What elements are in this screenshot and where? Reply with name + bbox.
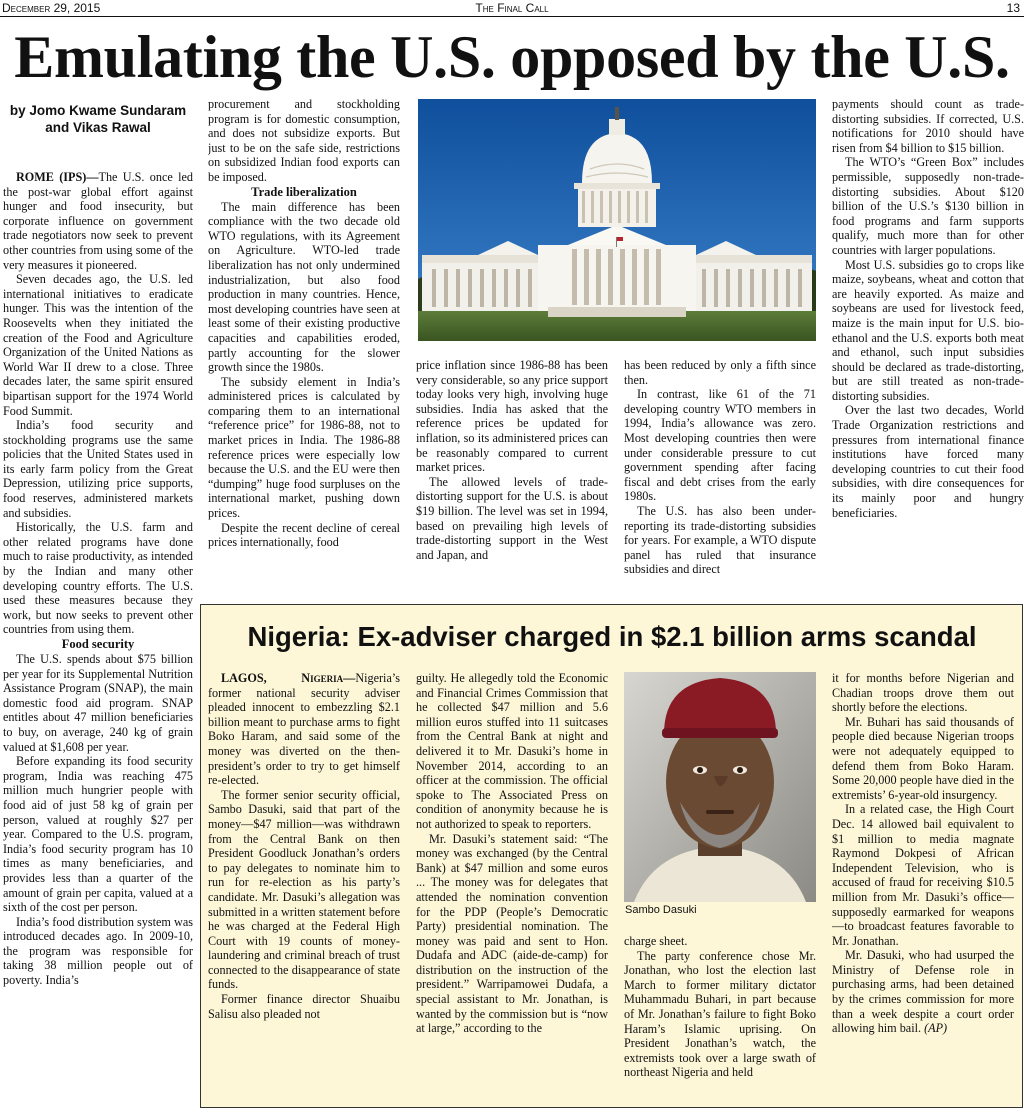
issue-date: December 29, 2015 (2, 1, 101, 15)
paragraph: Former finance director Shuaibu Salisu also pleaded not (208, 992, 400, 1021)
article-column-1 (3, 170, 193, 1108)
paragraph: guilty. He allegedly told the Economic and Financial Crimes Commission that he collected $47 million and 5.6 million euros stuffed into 11 suitcases from the Central Bank at night and delivered it to Mr. Dasuki’s home in November 2014, according to an officer at the commission. The official spoke to The Associated Press on condition of anonymity because he is not authorized to speak to reporters. (416, 671, 608, 831)
paragraph: Over the last two decades, World Trade Organization restrictions and pressures from international finance institutions have forced many developing countries to cut their food subsidies, with dire consequences for its mainly poor and hungry beneficiaries. (832, 403, 1024, 520)
byline: by Jomo Kwame Sundaram and Vikas Rawal (9, 103, 187, 135)
article-column-5 (832, 97, 1024, 591)
paragraph: In a related case, the High Court Dec. 14 allowed bail equivalent to $1 million to media magnate Raymond Dokpesi of African Independent Television, who is accused of fraud for receiving $10.5 million from Mr. Dasuki’s office—supposedly earmarked for weapons—to broadcast features favorable to Mr. Jonathan. (832, 802, 1014, 948)
paragraph: Mr. Dasuki, who had usurped the Ministry of Defense role in purchasing arms, had been detained by the crimes commission for more than a week despite a court order allowing him bail. (AP) (832, 948, 1014, 1036)
article-headline: Emulating the U.S. opposed by the U.S. (14, 24, 1010, 90)
subhead-food-security: Food security (61, 637, 135, 651)
paragraph: The subsidy element in India’s administered prices is calculated by comparing them to an international “reference price” for 1986-88, not to market prices in India. The 1986-88 reference prices were especially low because the U.S. and the EU were then “dumping” huge food surpluses on the international market, pushing down prices. (208, 374, 400, 521)
paragraph: Historically, the U.S. farm and other related programs have done much to raise productivity, as intended by the Indian and many other developing country efforts. The U.S. used these measures because they work, but now seeks to prevent other countries from using them. (3, 520, 193, 637)
capitol-building-photo (418, 99, 816, 341)
paragraph: The former senior security official, Sambo Dasuki, said that part of the money—$47 million—was withdrawn from the Central Bank on then President Goodluck Jonathan’s orders to pay delegates to nominate him to run for re-election as his party’s candidate. Mr. Dasuki’s allegation was submitted in a written statement before he was charged at the Federal High Court with 19 counts of money-laundering and criminal breach of trust connected to the disappearance of state funds. (208, 787, 400, 992)
dateline: ROME (IPS)— (16, 170, 99, 184)
paragraph: price inflation since 1986-88 has been very considerable, so any price support today looks very high, involving huge subsidies. India has asked that the reference prices be updated for inflation, so its administered prices can be reasonably compared to current market prices. (416, 358, 608, 475)
paragraph: Despite the recent decline of cereal prices internationally, food (208, 520, 400, 550)
sidebar-headline: Nigeria: Ex-adviser charged in $2.1 billion arms scandal (247, 621, 977, 652)
paragraph: Mr. Buhari has said thousands of people died because Nigerian troops were not adequately equipped to defend them from Boko Haram. Some 20,000 people have died in the extremists’ 6-year-old insurgency. (832, 714, 1014, 802)
paragraph: India’s food security and stockholding programs use the same policies that the United States used in its early farm policy from the Great Depression, utilizing price supports, food reserves, administered markets and subsidies. (3, 418, 193, 520)
paragraph: payments should count as trade-distorting subsidies. If corrected, U.S. notifications for 2010 should have risen from $4 billion to $15 billion. (832, 97, 1024, 155)
portrait-photo (624, 672, 816, 902)
paragraph: The U.S. spends about $75 billion per year for its Supplemental Nutrition Assistance Program (SNAP), the main domestic food aid program. SNAP entitles about 47 million beneficiaries to buy, on average, 240 kg of grain valued at $1,608 per year. (3, 652, 193, 754)
paragraph: Seven decades ago, the U.S. led international initiatives to eradicate hunger. This was the intention of the Roosevelts when they initiated the creation of the Food and Agriculture Organization of the United Nations as World War II drew to a close. Three decades later, the same spirit ensured bipartisan support for the 1974 World Food Summit. (3, 272, 193, 418)
paragraph: The U.S. has also been under-reporting its trade-distorting subsidies for years. For example, a WTO dispute panel has ruled that insurance subsidies and direct (624, 503, 816, 577)
paragraph: Most U.S. subsidies go to crops like maize, soybeans, wheat and cotton that are heavily exported. As maize and soybeans are used for livestock feed, maize is the main input for U.S. bio-ethanol and the U.S. exports both meat and ethanol, such input subsidies should be declared as trade-distorting, but are still treated as non-trade-distorting subsidies. (832, 257, 1024, 403)
paragraph: India’s food distribution system was introduced decades ago. In 2009-10, the program was responsible for taking 38 million people out of poverty. India’s (3, 914, 193, 988)
paragraph: it for months before Nigerian and Chadian troops drove them out shortly before the elections. (832, 671, 1014, 715)
article-column-2 (208, 97, 400, 589)
capitol-building-image (418, 99, 816, 341)
article-column-4 (624, 358, 816, 590)
paragraph: Mr. Dasuki’s statement said: “The money was exchanged (by the Central Bank) at $47 million and some euros ... The money was for delegates that attended the nomination convention for the PDP (People’s Democratic Party) presidential nomination. The money was paid and sent to Hon. Dudafa and ADC (aide-de-camp) for distribution on the instruction of the president.” Warripamowei Dudafa, a special assistant to Mr. Jonathan, is wanted by the commission but is “now at large,” according to the (416, 831, 608, 1036)
paragraph: The party conference chose Mr. Jonathan, who lost the election last March to former military dictator Muhammadu Buhari, in part because of Mr. Jonathan’s failure to fight Boko Haram’s Islamic uprising. On President Jonathan’s watch, the extremists took over a large swath of northeast Nigeria and held (624, 948, 816, 1080)
header-rule (0, 16, 1024, 17)
paragraph: has been reduced by only a fifth since then. (624, 358, 816, 387)
paragraph: LAGOS, Nigeria—Nigeria’s former national security adviser pleaded innocent to embezzling $2.1 billion meant to purchase arms to fight Boko Haram, and said some of the money was diverted on the then-president’s order to try to get himself re-elected. (208, 671, 400, 788)
subhead-trade-liberalization: Trade liberalization (251, 184, 357, 199)
paragraph: ROME (IPS)—The U.S. once led the post-war global effort against hunger and food insecurity, but corporate influence on government trade negotiators now seek to prevent other countries from using some of the very measures it pioneered. (3, 170, 193, 272)
paragraph: The allowed levels of trade-distorting support for the U.S. is about $19 billion. The level was set in 1994, based on prevailing high levels of trade-distorting support in the West and Japan, and (416, 474, 608, 562)
paragraph: The main difference has been compliance with the two decade old WTO regulations, with its Agreement on Agriculture. WTO-led trade liberalization has not only undermined industrialization, but also food production in many countries. Hence, most developing countries have seen at least some of their existing productive capacities and capabilities eroded, partly accounting for the slower growth since the 1980s. (208, 199, 400, 375)
paragraph: procurement and stockholding program is for domestic consumption, and does not subsidize exports. But just to be on the safe side, restrictions on subsidized Indian food exports can be imposed. (208, 97, 400, 184)
article-column-3 (416, 358, 608, 590)
paragraph: The WTO’s “Green Box” includes permissible, supposedly non-trade-distorting subsidies. About $120 billion of the U.S.’s $130 billion in food programs and farm supports qualify, much more than for other countries with larger populations. (832, 155, 1024, 257)
wire-credit: (AP) (924, 1021, 948, 1036)
dateline: LAGOS, Nigeria— (221, 671, 356, 685)
paragraph: In contrast, like 61 of the 71 developing country WTO members in 1994, India’s allowance was zero. Most developing countries then were under considerable pressure to cut government spending after facing fiscal and debt crises from the early 1980s. (624, 387, 816, 504)
sidebar-column-2 (416, 671, 608, 1099)
paragraph: charge sheet. (624, 934, 688, 948)
page-number: 13 (1006, 1, 1020, 15)
publication-name: The Final Call (475, 1, 549, 15)
paragraph: Before expanding its food security program, India was reaching 475 million much hungrier people with food aid of just 58 kg of grain per person, valued at roughly $27 per year. Compared to the U.S. program, India’s food security program has 10 times as many beneficiaries, and provides less than a quarter of the amount of grain per capita, valued at a sixth of the cost per person. (3, 754, 193, 915)
photo-caption: Sambo Dasuki (625, 904, 697, 916)
sidebar-column-3 (624, 934, 816, 1099)
portrait-image (624, 672, 816, 902)
sidebar-column-4 (832, 671, 1014, 1099)
sidebar-column-1 (208, 671, 400, 1099)
